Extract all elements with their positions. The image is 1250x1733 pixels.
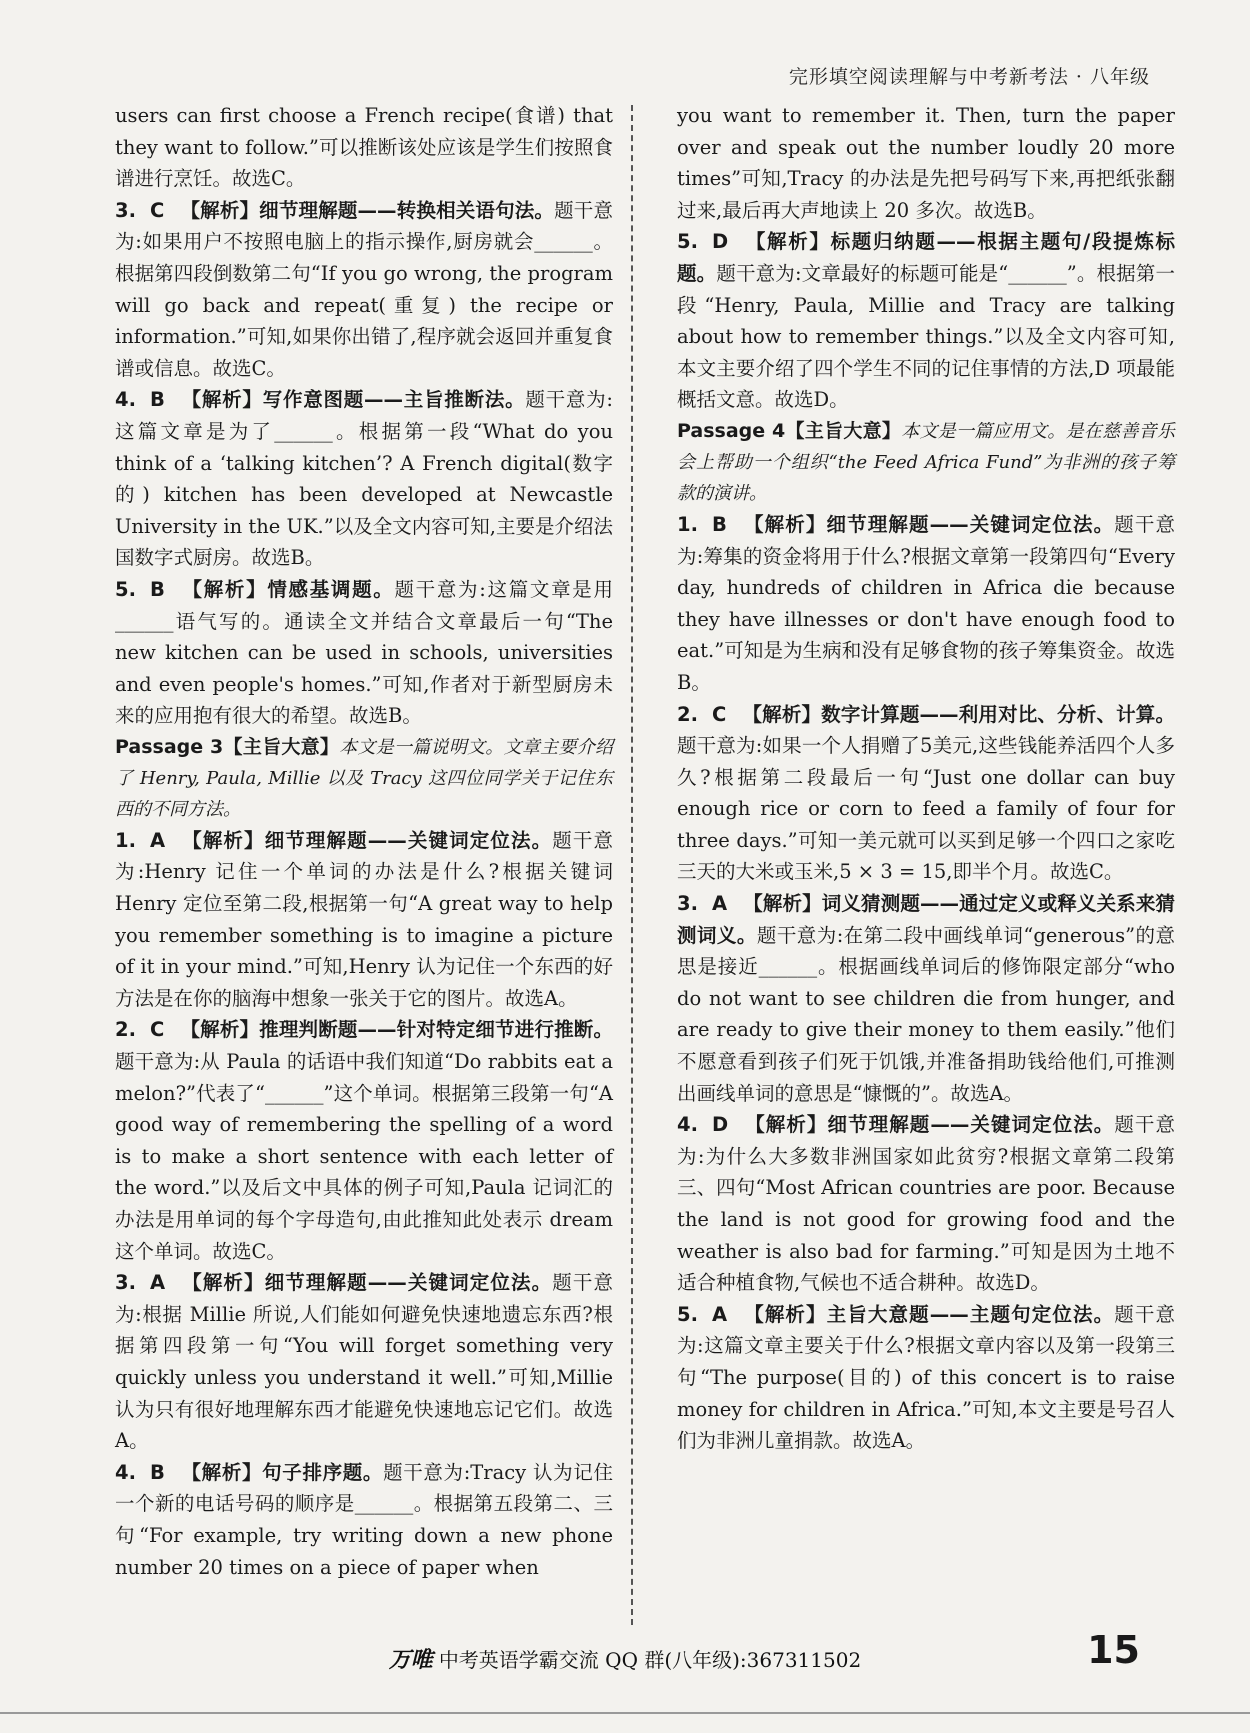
- bottom-rule: [0, 1712, 1250, 1714]
- answer-letter: C: [711, 702, 727, 726]
- item-number: 3.: [115, 198, 136, 222]
- explanation: 题干意为:为什么大多数非洲国家如此贫穷?根据文章第二段第三、四句“Most African countries are poor. Because the land is not good for growing food and the weather is also bad for farming.”可知是因为土地不适合种植食物,气候也不适合耕种。故选D。: [677, 1113, 1175, 1295]
- question-type: 细节理解题——关键词定位法。: [264, 1271, 553, 1295]
- answer-item: [115, 1457, 613, 1583]
- analysis-tag: 【解析】: [742, 702, 822, 726]
- question-type: 词义猜测题——通过定义或释义关系来猜测词义。: [677, 892, 1175, 947]
- item-number: 5.: [677, 230, 698, 254]
- passage-heading: Passage 4【主旨大意】: [677, 419, 902, 442]
- item-number: 3.: [677, 892, 698, 916]
- analysis-tag: 【解析】: [180, 198, 260, 222]
- question-type: 细节理解题——关键词定位法。: [827, 1113, 1115, 1137]
- question-type: 句子排序题。: [262, 1460, 384, 1484]
- item-number: 1.: [115, 828, 136, 852]
- answer-item: [677, 1109, 1175, 1299]
- answer-item: [115, 574, 613, 732]
- explanation: 题干意为:从 Paula 的话语中我们知道“Do rabbits eat a melon?”代表了“______”这个单词。根据第三段第一句“A good way of remembering the spelling of a word is to make a short sentence with each letter of the word.”以及后文中具体的例子可知,Paula 记词汇的办法是用单词的每个字母造句,由此推知此处表示 dream 这个单词。故选C。: [115, 1050, 613, 1263]
- answer-letter: C: [149, 198, 165, 222]
- question-type: 写作意图题——主旨推断法。: [262, 388, 526, 412]
- analysis-tag: 【解析】: [180, 388, 263, 412]
- page-number: 15: [1087, 1628, 1140, 1672]
- answer-letter: A: [711, 892, 728, 916]
- item-number: 4.: [115, 1460, 136, 1484]
- answer-item: [115, 384, 613, 574]
- answer-letter: A: [711, 1302, 728, 1326]
- analysis-tag: 【解析】: [180, 1460, 263, 1484]
- analysis-tag: 【解析】: [181, 828, 265, 852]
- answer-item: [677, 226, 1175, 416]
- answer-item: [677, 699, 1175, 889]
- item-number: 2.: [115, 1018, 136, 1042]
- explanation: 题干意为:Henry 记住一个单词的办法是什么?根据关键词 Henry 定位至第二段,根据第一句“A great way to help you remember something is to imagine a picture of it in your mind.”可知,Henry 认为记住一个东西的好方法是在你的脑海中想象一张关于它的图片。故选A。: [115, 828, 613, 1010]
- passage-text: 本文是一篇应用文。是在慈善音乐会上帮助一个组织“the Feed Africa Fund”为非洲的孩子筹款的演讲。: [677, 420, 1176, 504]
- answer-letter: B: [711, 512, 727, 536]
- question-type: 数字计算题——利用对比、分析、计算。: [821, 702, 1175, 726]
- analysis-tag: 【解析】: [180, 577, 268, 601]
- explanation: 题干意为:在第二段中画线单词“generous”的意思是接近______。根据画线单词后的修饰限定部分“who do not want to see children die from hunger, and are ready to give their money to them easily.”他们不愿意看到孩子们死于饥饿,并准备捐助钱给他们,可推测出画线单词的意思是“慷慨的”。故选A。: [677, 923, 1175, 1105]
- passage-heading: Passage 3【主旨大意】: [115, 735, 340, 758]
- question-type: 细节理解题——关键词定位法。: [826, 512, 1115, 536]
- analysis-tag: 【解析】: [744, 230, 831, 254]
- passage-summary: [115, 732, 613, 825]
- passage-summary: [677, 416, 1175, 509]
- analysis-tag: 【解析】: [181, 1271, 265, 1295]
- answer-letter: B: [149, 388, 165, 412]
- brand-logo: 万唯: [388, 1648, 433, 1673]
- item-number: 2.: [677, 702, 698, 726]
- answer-item: [115, 825, 613, 1015]
- passage-text: 本文是一篇说明文。文章主要介绍了 Henry, Paula, Millie 以及 Tracy 这四位同学关于记住东西的不同方法。: [115, 736, 614, 820]
- analysis-tag: 【解析】: [180, 1018, 260, 1042]
- question-type: 推理判断题——针对特定细节进行推断。: [259, 1018, 613, 1042]
- analysis-tag: 【解析】: [742, 512, 827, 536]
- explanation: 题干意为:Tracy 认为记住一个新的电话号码的顺序是______。根据第五段第二、三句“For example, try writing down a new phone number 20 times on a piece of paper when: [115, 1460, 613, 1579]
- item-number: 5.: [677, 1302, 698, 1326]
- answer-item: [677, 888, 1175, 1109]
- answer-letter: B: [149, 1460, 165, 1484]
- explanation: 题干意为:这篇文章主要关于什么?根据文章内容以及第一段第三句“The purpose(目的) of this concert is to raise money for children in Africa.”可知,本文主要是号召人们为非洲儿童捐款。故选A。: [677, 1302, 1175, 1453]
- question-type: 主旨大意题——主题句定位法。: [826, 1302, 1115, 1326]
- analysis-tag: 【解析】: [744, 1113, 828, 1137]
- answer-item: [677, 1299, 1175, 1457]
- question-type: 细节理解题——转换相关语句法。: [259, 198, 555, 222]
- item-number: 3.: [115, 1271, 136, 1295]
- left-column: [115, 100, 613, 1583]
- page-header: 完形填空阅读理解与中考新考法 · 八年级: [788, 66, 1150, 88]
- answer-letter: A: [149, 1271, 166, 1295]
- answer-letter: D: [711, 1113, 729, 1137]
- item-number: 4.: [115, 388, 136, 412]
- explanation: 题干意为:如果一个人捐赠了5美元,这些钱能养活四个人多久?根据第二段最后一句“Just one dollar can buy enough rice or corn to feed a family of four for three days.”可知一美元就可以买到足够一个四口之家吃三天的大米或玉米,5 × 3 = 15,即半个月。故选C。: [677, 734, 1175, 884]
- answer-letter: A: [149, 828, 166, 852]
- continued-text: users can first choose a French recipe(食谱) that they want to follow.”可以推断该处应该是学生们按照食谱进行烹饪。故选C。: [115, 104, 613, 191]
- explanation: 题干意为:这篇文章是用______语气写的。通读全文并结合文章最后一句“The new kitchen can be used in schools, universities and even people's homes.”可知,作者对于新型厨房未来的应用抱有很大的希望。故选B。: [115, 577, 613, 728]
- column-divider: [631, 105, 633, 1625]
- explanation: 题干意为:根据 Millie 所说,人们能如何避免快速地遗忘东西?根据第四段第一句“You will forget something very quickly unless you understand it well.”可知,Millie 认为只有很好地理解东西才能避免快速地忘记它们。故选A。: [115, 1271, 613, 1453]
- answer-letter: C: [149, 1018, 165, 1042]
- explanation: 题干意为:文章最好的标题可能是“______”。根据第一段“Henry, Paula, Millie and Tracy are talking about how to remember things.”以及全文内容可知,本文主要介绍了四个学生不同的记住事情的方法,D 项最能概括文意。故选D。: [677, 261, 1175, 412]
- continued-text: you want to remember it. Then, turn the paper over and speak out the number loudly 20 more times”可知,Tracy 的办法是先把号码写下来,再把纸张翻过来,最后再大声地读上 20 多次。故选B。: [677, 104, 1175, 222]
- analysis-tag: 【解析】: [743, 892, 822, 916]
- item-number: 4.: [677, 1113, 698, 1137]
- question-type: 细节理解题——关键词定位法。: [264, 828, 553, 852]
- answer-item: [115, 1267, 613, 1457]
- answer-item: [677, 509, 1175, 699]
- explanation: 题干意为:这篇文章是为了______。根据第一段“What do you think of a ‘talking kitchen’? A French digital(数字的) kitchen has been developed at Newcastle University in the UK.”以及全文内容可知,主要是介绍法国数字式厨房。故选B。: [115, 388, 613, 570]
- answer-item: [115, 195, 613, 385]
- question-type: 情感基调题。: [267, 577, 395, 601]
- analysis-tag: 【解析】: [743, 1302, 827, 1326]
- page-footer: [0, 1643, 1250, 1674]
- answer-letter: B: [149, 577, 165, 601]
- answer-letter: D: [711, 230, 729, 254]
- item-number: 1.: [677, 512, 698, 536]
- right-column: [677, 100, 1175, 1457]
- question-type: 标题归纳题——根据主题句/段提炼标题。: [677, 230, 1175, 285]
- explanation: 题干意为:筹集的资金将用于什么?根据文章第一段第四句“Every day, hundreds of children in Africa die because they have illnesses or don't have enough food to eat.”可知是为生病和没有足够食物的孩子筹集资金。故选B。: [677, 512, 1175, 694]
- explanation: 题干意为:如果用户不按照电脑上的指示操作,厨房就会______。根据第四段倒数第二句“If you go wrong, the program will go back and repeat(重复) the recipe or information.”可知,如果你出错了,程序就会返回并重复食谱或信息。故选C。: [115, 198, 613, 380]
- answer-item: [115, 1014, 613, 1267]
- item-number: 5.: [115, 577, 136, 601]
- footer-text: 中考英语学霸交流 QQ 群(八年级):367311502: [438, 1648, 862, 1672]
